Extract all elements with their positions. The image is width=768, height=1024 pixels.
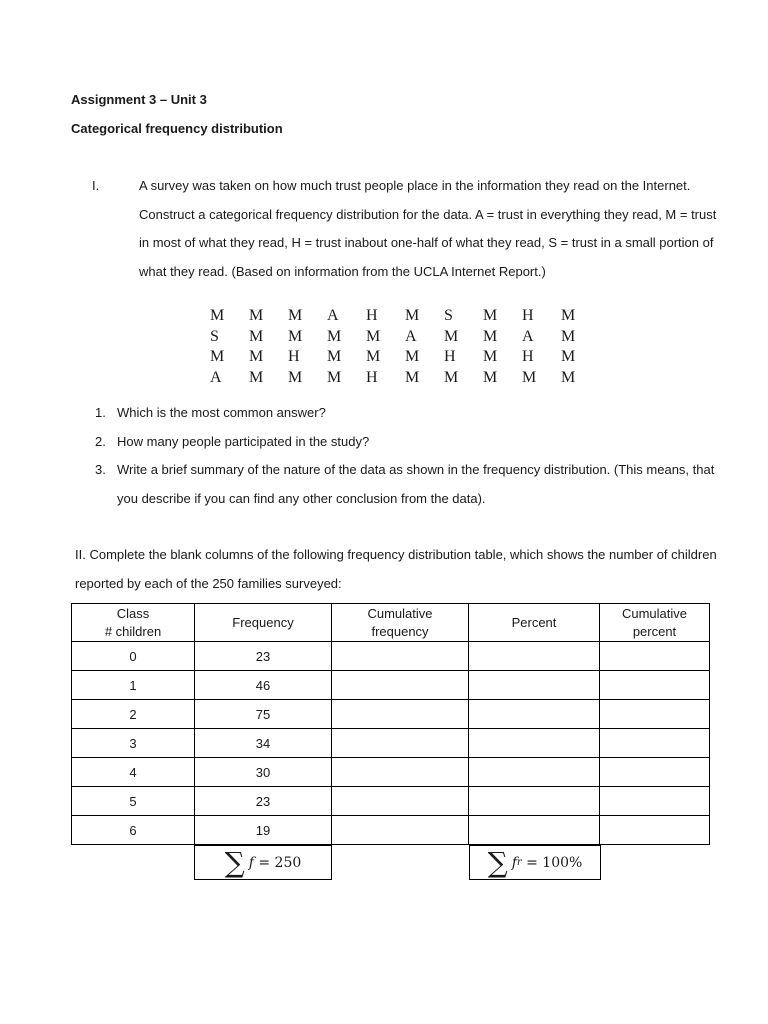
grid-cell: M — [405, 307, 420, 324]
grid-cell: M — [366, 348, 381, 365]
part1-roman-numeral: I. — [92, 178, 100, 193]
grid-cell: M — [366, 327, 381, 345]
class-cell: 0 — [72, 642, 195, 671]
grid-row — [208, 347, 598, 368]
grid-cell: M — [288, 307, 303, 324]
cumulative-percent-blank-cell[interactable] — [600, 729, 710, 758]
part1-prompt: A survey was taken on how much trust people place in the information they read on the Internet. Construct a categorical frequency distribution for the data. A = trust in everything they read, M = trust in most of what they read, H = trust inabout one-half of what they read, S = trust in a small portion of what they read. (Based on information from the UCLA Internet Report.) — [139, 178, 717, 279]
part2-prompt: II. Complete the blank columns of the following frequency distribution table, which shows the number of children reported by each of the 250 families surveyed: — [75, 547, 717, 591]
cumulative-percent-blank-cell[interactable] — [600, 816, 710, 845]
grid-cell: M — [249, 348, 264, 365]
sum-fr-var: f — [511, 854, 517, 871]
assignment-title: Assignment 3 – Unit 3 — [71, 92, 207, 107]
percent-blank-cell[interactable] — [469, 700, 600, 729]
frequency-cell: 19 — [195, 816, 332, 845]
table-row — [72, 758, 710, 787]
class-cell: 6 — [72, 816, 195, 845]
section-subtitle: Categorical frequency distribution — [71, 121, 283, 136]
grid-cell: H — [366, 368, 378, 386]
grid-cell: A — [522, 327, 534, 345]
frequency-cell: 30 — [195, 758, 332, 787]
frequency-cell: 75 — [195, 700, 332, 729]
grid-cell: M — [249, 368, 264, 386]
cumulative-percent-blank-cell[interactable] — [600, 700, 710, 729]
cumulative-percent-blank-cell[interactable] — [600, 787, 710, 816]
grid-cell: H — [444, 348, 456, 365]
cumulative-frequency-blank-cell[interactable] — [332, 816, 469, 845]
survey-data-grid — [208, 306, 598, 388]
cumulative-frequency-blank-cell[interactable] — [332, 787, 469, 816]
grid-cell: H — [522, 307, 534, 324]
table-row — [72, 816, 710, 845]
grid-cell: M — [327, 368, 342, 386]
question-number: 3. — [95, 462, 106, 477]
header-cum-freq-line1: Cumulative — [367, 605, 433, 621]
grid-cell: M — [288, 368, 303, 386]
grid-cell: M — [561, 368, 576, 386]
grid-cell: M — [327, 327, 342, 345]
percent-blank-cell[interactable] — [469, 787, 600, 816]
grid-cell: M — [249, 307, 264, 324]
frequency-cell: 23 — [195, 642, 332, 671]
grid-cell: M — [327, 348, 342, 365]
percent-blank-cell[interactable] — [469, 758, 600, 787]
header-cum-pct-line1: Cumulative — [621, 605, 688, 621]
percent-blank-cell[interactable] — [469, 671, 600, 700]
cumulative-frequency-blank-cell[interactable] — [332, 671, 469, 700]
table-row — [72, 642, 710, 671]
sum-f-var: f — [248, 854, 254, 871]
sigma-symbol: ∑ — [224, 845, 245, 879]
frequency-cell: 46 — [195, 671, 332, 700]
grid-cell: M — [522, 368, 537, 386]
sum-f-value: = 250 — [253, 854, 302, 871]
frequency-table — [71, 603, 710, 845]
grid-cell: M — [444, 368, 459, 386]
cumulative-frequency-blank-cell[interactable] — [332, 729, 469, 758]
grid-cell: H — [288, 348, 300, 365]
sum-frequency-box — [194, 845, 332, 880]
header-percent: Percent — [469, 604, 600, 642]
cumulative-frequency-blank-cell[interactable] — [332, 758, 469, 787]
grid-cell: M — [405, 348, 420, 365]
grid-cell: M — [483, 348, 498, 365]
grid-cell: M — [561, 327, 576, 345]
grid-cell: M — [288, 327, 303, 345]
grid-cell: H — [366, 307, 378, 324]
header-class-line2: # children — [104, 623, 162, 639]
grid-cell: A — [405, 327, 417, 345]
cumulative-frequency-blank-cell[interactable] — [332, 700, 469, 729]
class-cell: 4 — [72, 758, 195, 787]
frequency-cell: 23 — [195, 787, 332, 816]
grid-cell: M — [210, 307, 225, 324]
table-header-row — [72, 604, 710, 642]
question-text: Which is the most common answer? — [117, 405, 326, 420]
grid-cell: M — [405, 368, 420, 386]
header-class — [72, 604, 195, 642]
grid-row — [208, 368, 598, 389]
table-row — [72, 700, 710, 729]
sum-relative-frequency-box — [469, 845, 601, 880]
question-text: Write a brief summary of the nature of the data as shown in the frequency distribution. (This means, that you describe if you can find any other conclusion from the data). — [117, 462, 715, 506]
header-cum-freq-line2: frequency — [371, 623, 429, 639]
grid-cell: H — [522, 348, 534, 365]
grid-cell: S — [444, 307, 453, 324]
question-number: 2. — [95, 434, 106, 449]
class-cell: 1 — [72, 671, 195, 700]
cumulative-percent-blank-cell[interactable] — [600, 642, 710, 671]
grid-cell: M — [249, 327, 264, 345]
cumulative-percent-blank-cell[interactable] — [600, 671, 710, 700]
cumulative-percent-blank-cell[interactable] — [600, 758, 710, 787]
sum-fr-value: = 100% — [521, 854, 583, 871]
grid-cell: M — [561, 348, 576, 365]
grid-cell: M — [483, 307, 498, 324]
percent-blank-cell[interactable] — [469, 642, 600, 671]
question-text: How many people participated in the study? — [117, 434, 370, 449]
grid-cell: M — [483, 368, 498, 386]
grid-cell: A — [210, 368, 222, 386]
table-row — [72, 787, 710, 816]
header-cumulative-frequency — [332, 604, 469, 642]
grid-row — [208, 327, 598, 348]
grid-cell: S — [210, 327, 219, 345]
grid-cell: M — [444, 327, 459, 345]
header-class-line1: Class — [116, 605, 150, 621]
sigma-symbol: ∑ — [487, 845, 508, 879]
cumulative-frequency-blank-cell[interactable] — [332, 642, 469, 671]
header-frequency: Frequency — [195, 604, 332, 642]
grid-cell: A — [327, 307, 339, 324]
frequency-cell: 34 — [195, 729, 332, 758]
table-row — [72, 671, 710, 700]
header-cum-pct-line2: percent — [632, 623, 677, 639]
percent-blank-cell[interactable] — [469, 816, 600, 845]
percent-blank-cell[interactable] — [469, 729, 600, 758]
grid-row — [208, 306, 598, 327]
class-cell: 3 — [72, 729, 195, 758]
class-cell: 2 — [72, 700, 195, 729]
question-number: 1. — [95, 405, 106, 420]
table-row — [72, 729, 710, 758]
grid-cell: M — [210, 348, 225, 365]
sum-fr-subscript: r — [516, 857, 522, 868]
header-cumulative-percent — [600, 604, 710, 642]
class-cell: 5 — [72, 787, 195, 816]
grid-cell: M — [561, 307, 576, 324]
grid-cell: M — [483, 327, 498, 345]
